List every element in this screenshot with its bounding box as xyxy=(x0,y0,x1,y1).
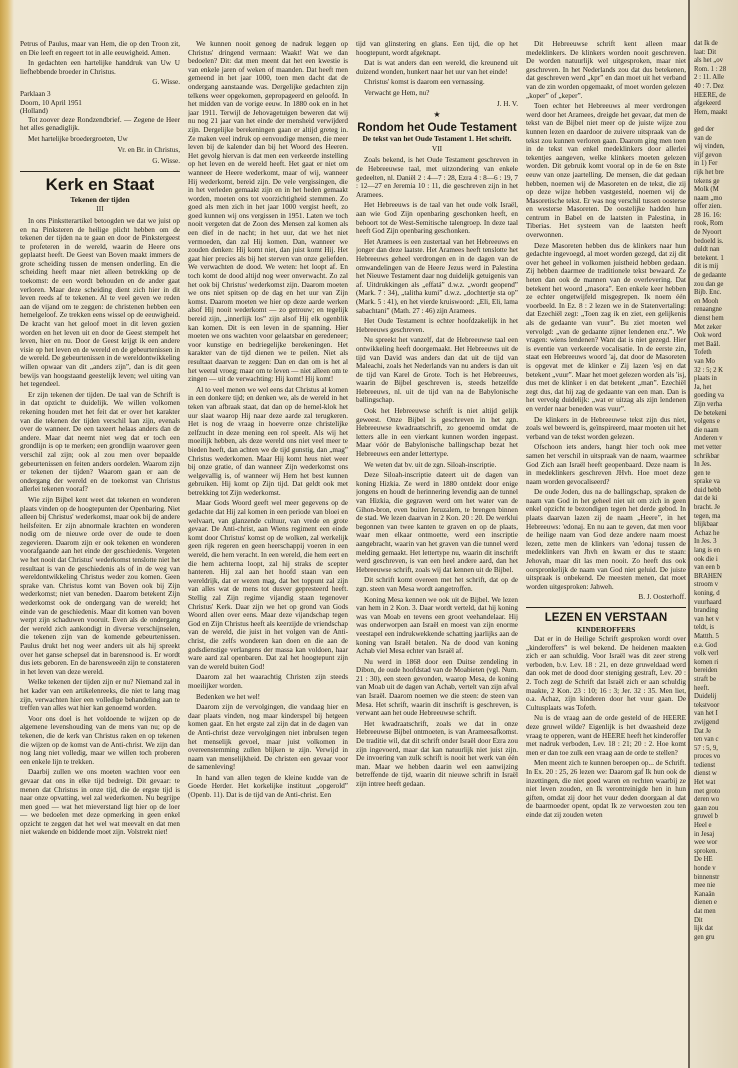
signature: G. Wisse. xyxy=(152,157,180,166)
article-paragraph: De klinkers in de Hebreeuwse tekst zijn dus niet, zoals wel beweerd is, geïnspireerd, maar moeten uit het verband van de tekst worden gelezen. xyxy=(526,415,686,441)
clipped-line: proces vo xyxy=(694,753,721,761)
clipped-line: Rom. 1 : 28 xyxy=(694,65,727,73)
clipped-line: in Jesaj xyxy=(694,830,715,838)
article-paragraph: Daarom zijn de vervolgingen, die vandaag hier en daar plaats vinden, nog maar kinderspel bij hetgeen komen gaat. En het ergste zal zijn dat in de dagen van de Anti-christ deze vervolgingen niet inbrulsen tegen het menselijk gevoel, maar juist volkomen in overeenstemming zullen blijken te zijn. Verwijd in naam van menselijkheid. De christen een gevaar voor de samenleving! xyxy=(188,703,348,772)
letter-paragraph: Tot zoover deze Rondzendbrief. — Zegene de Heer het alles genadiglijk. xyxy=(20,115,180,133)
article-paragraph: Welke tekenen der tijden zijn er nu? Niemand zal in het kader van een artikelenreeks, die niet te lang mag zijn, verwachten hier een volledige behandeling aan te treffen van alles wat hier kan genoemd worden. xyxy=(20,678,180,713)
clipped-line: 32 : 5; 2 K xyxy=(694,366,724,374)
article-paragraph: Daarbij zullen we ons moeten wachten voor een gevaar dat ons in elke tijd bedreigt. Dit gevaar: te menen dat Christus in onze tijd, die de ergste tijd is naar onze opvatting, wel zal wederkomen. Nu begrijpe men goed — wat het mieverstand ligt hier op de loer — we bedoelen met deze opmerking in geen enkel opzicht te zeggen dat het wel wat meevalt en dat men niet wakende en biddende moet zijn. Volstrekt niet! xyxy=(20,768,180,837)
clipped-line: van het v xyxy=(694,615,719,623)
clipped-line: tekens ge xyxy=(694,177,720,185)
clipped-line: wee wor xyxy=(694,839,718,847)
clipped-line: de Nyoort xyxy=(694,229,722,237)
article-paragraph: Dat er in de Heilige Schrift gesproken wordt over „kinderoffers” is wel bekend. De heidenen maakten zich er aan schuldig. Voor Israël was dit zeer streng verboden, b.v. Lev. 18 : 21, en deze gruweldaad werd dan ook met de dood door steniging gestraft, Lev. 20 : 2. Toch zegt de Schrift dat Israël zich er aan schuldig maakte, 2 Kon. 23 : 10; 16 : 3; Jer. 32 : 35. Men liet, o.a. Achaz, zijn kinderen door het vuur gaan. De Cultusplaats was Tofeth. xyxy=(526,635,686,712)
clipped-line: Tofeth xyxy=(694,349,712,357)
letter-date: Doorn, 10 April 1951 xyxy=(20,98,82,107)
article-paragraph: tijd van glinstering en glans. Een tijd, die op het hoogtepunt, wordt afgeknapt. xyxy=(356,40,518,57)
clipped-line: Ja, het xyxy=(694,383,712,391)
clipped-line: De HE xyxy=(694,856,713,864)
column-3 xyxy=(356,40,518,1040)
clipped-line: vijf gevon xyxy=(694,151,722,159)
intro-paragraph: In gedachten een hartelijke handdruk van Uw U liefhebbende broeder in Christus. xyxy=(20,59,180,76)
clipped-line: straft be xyxy=(694,675,717,683)
article-part-number: VII xyxy=(431,143,443,153)
signature: G. Wisse. xyxy=(152,78,180,87)
clipped-line: naam „mo xyxy=(694,194,723,202)
clipped-line: de gedaante xyxy=(694,272,727,280)
clipped-line: laat: Dit xyxy=(694,48,717,56)
clipped-line: komen ri xyxy=(694,658,719,666)
clipped-line: dat Ik de xyxy=(694,40,718,47)
article-paragraph: Toen echter het Hebreeuws al meer verdrongen werd door het Aramees, dreigde het gevaar, dat men de tekst van de Bijbel niet meer op de juiste wijze zou kunnen lezen en daardoor de zuivere uitspraak van de tekst zou kunnen verloren gaan. Daarom ging men toen in de tekst van enkel medeklinkers door allerlei tekentjes aangeven, welke klinkers moeten gelezen worden. Dit gebruik komt vooral op in de 6e en 8ste eeuw van onze jaartelling. De mensen, die dat gedaan hebben, noemen wij de Masoreten en de tekst, die zij op deze wijze hebben vastgesteld, noemen wij de Masoretische tekst. Er was nog verschil tussen oosterse en westerse Masoreten. De oostelijke hadden hun centrum in Babel en de laatsten in Palestina, in Tiberias. Het systeem van de laatsten heeft overwonnen. xyxy=(526,102,686,240)
signature: J. H. V. xyxy=(496,99,518,108)
article-title: Rondom het Oude Testament xyxy=(357,121,517,134)
divider xyxy=(20,171,180,172)
article-paragraph: Het kwadraatschrift, zoals we dat in onze Hebreeuwse Bijbel ontmoeten, is van Arameesafkomst. De traditie wil, dat dit schrift onder Israël door Ezra zou zijn ingevoerd, maar dat kan natuurlijk niet juist zijn. De invoering van zulk schrift is nooit het werk van één man. Maar we hebben daarin wel een aanwijzing betreffende de tijd, waarin dit nieuwe schrift in Israël zijn intree heeft gedaan. xyxy=(356,719,518,788)
column-1 xyxy=(20,40,180,1040)
article-paragraph: Al to veel menen we wel eens dat Christus al komen in een donkere tijd; en denken we, als de wereld in het teken van afbraak staat, dat dan op de hemel-klok het uur slaat waarop Hij naar deze aarde zal terugkeren. Het is nog de vraag in hoeverre onze christelijke zelfzucht in deze mening een rol speelt. Als wij het moeilijk hebben, als deze wereld ons niet veel meer te bieden heeft, dan achten we de tijd gunstig, dan „mag” Christus wederkomen. Maar Hij komt heus niet weer bij onze gratie, of dan wanneer Zijn wederkomst ons welgevallig is, of wanneer wij Hem het best kunnen gebruiken. Hij komt op Zijn tijd. Dat geldt ook met betrekking tot Zijn wederkomst. xyxy=(188,385,348,497)
clipped-line: bedoeld is. xyxy=(694,237,724,245)
article-part-number: III xyxy=(96,204,104,214)
clipped-line: als het „ov xyxy=(694,57,724,65)
article-paragraph: Er zijn tekenen der tijden. De taal van de Schrift is in dat opzicht te duidelijk. We willen volkomen rekening houden met het feit dat er over het karakter van die tekenen der tijden verschil kan zijn, evenals over de wanneer. De een taxeert helaas anders dan de andere. Maar dat neemt niet weg dat er toch een grondlijn is op te merken; een grondlijn waarover geen verschil zal zijn; ook al zou men over bepaalde gebeurtenissen en feiten anders oordelen. Waarom zijn er tekenen der tijden? Waarom gaan er aan de ondergang der wereld en de toekomst van Christus allerlei tekenen vooraf? xyxy=(20,390,180,494)
clipped-line: met vetter xyxy=(694,443,722,451)
clipped-line: Kanaän xyxy=(694,890,715,898)
clipped-line: schrikbar xyxy=(694,452,720,460)
clipped-line: van een b xyxy=(694,564,721,572)
clipped-line: dat men xyxy=(694,907,716,915)
article-paragraph: Daarom zal het waarachtig Christen zijn steeds moeilijker worden. xyxy=(188,673,348,690)
clipped-line: rijk het bre xyxy=(694,168,724,176)
letter-country: (Holland) xyxy=(20,107,48,116)
clipped-line: dienen e xyxy=(694,899,717,907)
clipped-line: dienst w xyxy=(694,770,717,778)
article-paragraph: Ofschoon iets anders, hangt hier toch ook mee samen het verschil in uitspraak van de naam, waarmee God Zich aan Israël heeft geopenbaard. Deze naam is in medeklinkers geschreven JHvh. Hoe moet deze naam worden gevocaliseerd? xyxy=(526,443,686,486)
clipped-line: tekstvoor xyxy=(694,701,720,709)
clipped-line: betekent. 1 xyxy=(694,254,724,262)
clipped-line: honde v xyxy=(694,865,716,872)
clipped-line: en Mooh xyxy=(694,297,719,305)
clipped-line: dat de ki xyxy=(694,495,718,503)
clipped-line: gaan zou xyxy=(694,804,719,812)
clipped-line: goeding va xyxy=(694,392,725,400)
article-paragraph: Bedenken we het wel! xyxy=(196,692,261,701)
clipped-line: van Mo xyxy=(694,357,715,365)
clipped-line: vuurhaard xyxy=(694,598,722,606)
clipped-line: ged der xyxy=(694,125,715,133)
column-4 xyxy=(526,40,686,1040)
clipped-line: gen te xyxy=(694,469,711,477)
clipped-line: Het wat xyxy=(694,779,716,787)
intro-paragraph: Petrus of Paulus, maar van Hem, die op den Troon zit, en Die leeft en regeert tot in alle eeuwigheid. Amen. xyxy=(20,40,180,57)
article-paragraph: Zoals bekend, is het Oude Testament geschreven in de Hebreeuwse taal, met uitzondering van enkele gedeelten, nl. Daniël 2 : 4—7 : 28, Ezra 4 : 8—6 : 19, 7 : 12—27 en Jeremia 10 : 11, die geschreven zijn in het Aramees. xyxy=(356,156,518,199)
clipped-line: zwijgend xyxy=(694,718,719,726)
article-paragraph: Nu werd in 1868 door een Duitse zendeling in Dibon, de oude hoofdstad van de Moabieten (vgl. Num. 21 : 30), een steen gevonden, waarop Mesa, de koning van Moab uit de dagen van Achab, vertelt van zijn afval van Israël. Daarom noemen we die steen: de steen van Mesa. Het schrift, waarin dit inschrift is geschreven, is verwant aan het oude Hebreeuwse schrift. xyxy=(356,657,518,718)
clipped-line: zou dan ge xyxy=(694,280,724,288)
clipped-line: bracht. Je xyxy=(694,504,721,512)
clipped-line: e.a. God xyxy=(694,641,717,649)
clipped-line: Zijn verha xyxy=(694,400,723,408)
clipped-line: duid bebb xyxy=(694,486,721,494)
article-paragraph: In hand van allen tegen de kleine kudde van de Goede Herder. Het korkelijke instituut „opgerold” (Openb. 11). Dat is de tijd van de Anti-christ. Een xyxy=(188,773,348,800)
article-paragraph: We kunnen nooit genoeg de nadruk leggen op Christus' dringend vermaan: Waakt! Wat we dan bedoelen? Dit: dat men meent dat het een kwestie is van enkele jaren of weken of maanden. Dat heeft men gemeend in het jaar 1000, toen men dacht dat de ondergang aanstaande was. Dergelijke gedachten zijn telkens weer opgekomen, gepropageerd en geloofd. In het midden van de vorige eeuw. In 1880 ook en in het jaar 1911. Terwijl de Jehovagetuigen beweren dat wij nu nog 21 jaar van het einde der mensheid verwijderd zijn. Dergelijke berekeningen gaan er altijd greteg in. Ze maken veel indruk op eenvoudige mensen, die meer leven bij de kalender dan bij het Woord des Heeren. Het gevolg hiervan is dat men een verkeerde instelling op het leven en de wereld heeft. Het gaat er niet om wanneer de Heere wederkomt, maar of wij, wanneer Hij wederkomt, bereid zijn. De vele vergissingen, die in het verleden gemaakt zijn en in het heden gemaakt worden, moeten ons tot voorzichtigheid stemmen. Zo goed als men zich in het jaar 1000 vergist heeft, zo goed kunnen wij ons vergissen in 1951. Laten we toch nooit vergeten dat de Zoon des Mensen zal komen als een dief in de nacht; in het uur, dat we het niet vermoeden, dan zal Hij komen. Dan, wanneer we zouden denken: Hij komt niet, dan juist komt Hij. Het gaat hier precies als bij het sterven van onze geliefden. We verwachten de dood. We weten: het loopt af. En toch komt de dood altijd nog weer onverwacht. Zo zal het ook bij Christus' wederkomst zijn. Daarom moeten we ons niet spitsen op de dag en het uur van Zijn komst. Daarom moeten we hier op deze aarde werken alsof Hij nooit wederkomt — zo getrouw; en tegelijk bereid zijn, „innerlijk los” zijn alsof Hij elk ogenblik kan komen. Dit is een leven in de spanning. Hier moeten we ons wachten voor gelaatsbar en geredeneer; voor kunstige en bedriegelijke berekeningen. Het karakter van de tijd dienen we te peilen. Niet als resultaat daarvan te zeggen: Dan en dan om is het al het weeral vroeg; maar om te leven — niet alleen om te zingen — uit de verwachting: Hij komt! Hij komt! xyxy=(188,40,348,384)
article-paragraph: Voor ons doel is het voldoende te wijzen op de algemene levenshouding van de mens van nu; op de tekenen, die de kerk van Christus raken en op tekenen die wijzen op de komst van de Anti-christ. We zijn dan nog lang niet volledig, maar we willen toch proberen een enkele lijn te trekken. xyxy=(20,714,180,766)
clipped-line: Dit xyxy=(694,916,703,924)
article-title: Kerk en Staat xyxy=(45,174,155,194)
binding-edge xyxy=(0,0,14,1068)
clipped-line: Hem, maakt xyxy=(694,108,728,116)
clipped-line: Molk (M xyxy=(694,186,719,194)
clipped-line: met Baäl. xyxy=(694,340,721,348)
article-title: LEZEN EN VERSTAAN xyxy=(544,612,668,624)
clipped-line: duldt nan xyxy=(694,246,720,254)
clipped-line: mee nie xyxy=(694,882,716,890)
clipped-line: De betekeni xyxy=(694,409,727,417)
article-paragraph: Het Aramees is een zustertaal van het Hebreeuws en jonger dan deze laatste. Het Aramees heeft tenslotte het Hebreeuws geheel verdrongen en in de dagen van de omwandelingen van de Heere Jezus werd in Palestina het Nieuwe Testament daar nog duidelijk getuigenis van af. Uitdrukkingen als „effatá” d.w.z. „wordt geopend” (Mark. 7 : 34), „talitha kumi” d.w.z. „dochtertje sta op” (Mark. 5 : 41), en het vierde kruiswoord: „Eli, Eli, lama sabachtani” (Math. 27 : 46) zijn Aramees. xyxy=(356,237,518,315)
article-paragraph: Christus' komst is daarom een vernassing. xyxy=(364,78,485,87)
clipped-line: bereiden xyxy=(694,667,718,675)
clipped-line: heeft. xyxy=(694,684,710,692)
article-subtitle: De tekst van het Oude Testament 1. Het schrift. xyxy=(362,134,512,144)
article-paragraph: Het Oude Testament is echter hoofdzakelijk in het Hebreeuws geschreven. xyxy=(356,317,518,334)
clipped-line: rook, Rom xyxy=(694,220,724,228)
article-paragraph: We weten dat bv. uit de zgn. Siloah-inscriptie. xyxy=(364,460,497,469)
column-5-clipped xyxy=(694,40,738,1040)
clipped-line: afgekeerd xyxy=(694,100,721,108)
clipped-line: 40 : 7. Dez xyxy=(694,82,724,90)
clipped-line: 57 : 5, 9, xyxy=(694,744,718,752)
clipped-line: sprake va xyxy=(694,478,720,486)
clipped-line: lijk dat xyxy=(694,925,714,933)
clipped-line: plaats in xyxy=(694,375,717,383)
clipped-line: In Jes. xyxy=(694,461,712,469)
star-ornament-icon: ★ xyxy=(433,110,441,120)
clipped-line: Mattth. 5 xyxy=(694,632,719,640)
clipped-line: blijkbaar xyxy=(694,521,719,529)
clipped-line: lang is en xyxy=(694,547,721,555)
clipped-line: tedienst xyxy=(694,761,716,769)
article-paragraph: Deze Masoreten hebben dus de klinkers naar hun gedachte ingevoegd, al moet worden gezegd, dat zij dit over het geheel in volkomen juistheid hebben gedaan. Zij hebben daarmee de traditionele tekst bewaard. Ze heten dan ook de mannen van de overlevering. Dat betekent het woord „masora”. Een enkele keer hebben ze echter ongetwijfeld misgegrepen. Ik noem één voorbeeld. In Ez. 8 : 2 lezen we in de Statenvertaling: dat Ezechiël zegt: „Toen zag ik en ziet, een gelijkenis als de gedaante van vuur”. Bu ziet moeten wel vervolgd: „van de gedaante zijner lendenen enz.”. We vragen: wiens lendenen? Want dat is niet gezegd. Hier is eventie van verkeerde vocalisatie. In de eerste zin, staat een Hebreeuws woord 'aj, dat door de Masoreten is opgevat met de klinker e Zij lazen 'esj en dat betekent „vuur”. Maar het moet gelezen worden als 'isj, dus met de klinker i en dat betekent „man”. Ezechiël zegt dus, dat hij zag de gedaante van een man. Dan is het vervolg duidelijk: „wat er uitzag als zijn lendenen en verder naar beneden was vuur”. xyxy=(526,241,686,413)
clipped-line: wij vinden, xyxy=(694,143,725,151)
article-paragraph: Nu is de vraag aan de orde gesteld of de HEERE deze gruwel wilde? Eigenlijk is het dwaasheid deze vraag te opperen, want de HEERE heeft het kinderoffer met nadruk verboden, Lev. 18 : 21; 20 : 2. Hoe komt men er dan toe zulk een vraag aan de orde te stellen? xyxy=(526,714,686,757)
article-paragraph: Dit Hebreeuwse schrift kent alleen maar medeklinkers. De klinkers worden nooit geschreven. De worden natuurlijk wel uitgesproken, maar niet geschreven. In het Nederlands zou dat dus betekenen, dat geschreven werd „kpr” en dan moet uit het verband van de zin worden opgemaakt, of moet worden gelezen „koper” of „keper”. xyxy=(526,40,686,100)
clipped-line: dit is mij xyxy=(694,263,719,271)
article-paragraph: Ook het Hebreeuwse schrift is niet altijd gelijk geweest. Onze Bijbel is geschreven in het zgn. Hebreeuwse kwadraatschrift, zo genoemd omdat de letters alle in een vierkant kunnen worden ingepast. Maar vóór de Babylonische ballingschap bezat het Hebreeuws een ander lettertype. xyxy=(356,407,518,459)
clipped-line: van het I xyxy=(694,710,718,718)
article-subtitle: Tekenen der tijden xyxy=(70,194,130,204)
clipped-line: offer zien. xyxy=(694,203,722,211)
clipped-line: in 1) Fer xyxy=(694,160,718,168)
clipped-line xyxy=(694,117,738,126)
clipped-line: gen gru xyxy=(694,933,715,941)
article-paragraph: Deze Siloah-inscriptie dateert uit de dagen van koning Hizkia. Ze werd in 1880 ontdekt door enige jongens en houdt de herinnering levendig aan de tunnel van Hizkia, die gegraven werd om het water van de Gihon-bron, even buiten Jeruzalem, te brengen binnen de stad. We lezen daarvan in 2 Kon. 20 : 20. De werklui begonnen van twee kanten te graven en op de plaats, waar men elkaar ontmoette, werd een inscriptie aangebracht, waarin van het graven van die tunnel werd melding gemaakt. Het lettertype nu, waarin dit inschrift werd geschreven, is van een heel andere aard, dan het Hebreeuwse schrift, zoals wij dat kennen uit de Bijbel. xyxy=(356,471,518,574)
clipped-line: ook die i xyxy=(694,555,718,563)
clipped-line: HEERE, de xyxy=(694,91,726,99)
divider xyxy=(526,607,686,608)
article-paragraph: De oude Joden, dus na de ballingschap, spraken de naam van God in het geheel niet uit om zich in geen enkel opzicht te bezondigen tegen het derde gebod. In plaats daarvan lazen zij de naam „Heere”, in het Hebreeuws: 'edonaj. En nu aan te geven, dat men voor de heilige naam van God deze andere naam moest lezen, zette men de klinkers van 'edonaj tussen de medeklinkers van Jhvh en kwam er dus te staan: Jehovah, maar dit las men nooit. Zo heeft dus ook oorspronkelijk de naam van God niet geluid. De juiste uitspraak is onbekend. De meesten menen, dat moet worden uitgesproken: Jahweh. xyxy=(526,488,686,591)
clipped-line: met groto xyxy=(694,787,721,795)
clipped-line: ten van c xyxy=(694,736,719,744)
clipped-line: Duidelij xyxy=(694,693,717,701)
clipped-line: deren wo xyxy=(694,796,720,804)
clipped-line: volk verl xyxy=(694,650,719,658)
article-paragraph: In ons Pinkstterartikel betoogden we dat we juist op en na Pinksteren de heilige plicht hebben om de tekenen der tijden na te gaan en door de Pinkstergeest te profeteren in de wereld, waarin de Heere ons geplaatst heeft. De Geest van Boven maakt immers de grote scheiding tussen de mensen onderling. En die scheiding heeft maar niet alleen betrekking op de toekomst: de een wordt behouden en de ander gaat verloren. Maar deze scheiding dient zich hier in dit leven reeds af te tekenen. Al te veel geven we reden aan de vijand om te zeggen: de christenen hebben een hemelgeloof. Ze trekken eens wissel op de eeuwigheid. De kracht van het geloof moet in dit leven gezien worden en het leven uit en door de Geest stempelt het leven, hier en nu. Door de Geest krijgt ik een andere visie op het leven en de wereld en de gebeurtenissen in de wereld. De gebeurtenissen in de wereldontwikkeling willen opwaar van dit „anders zijn”, dan is dit geen bewijs van hoogstaand geestelijk leven; wel uiting van het tegendeel. xyxy=(20,216,180,389)
clipped-line: renaangne xyxy=(694,306,722,314)
clipped-line: Bijb. Enc. xyxy=(694,289,722,297)
clipped-line: stroom v xyxy=(694,581,718,589)
article-paragraph: Het Hebreeuws is de taal van het oude volk Israël, aan wie God Zijn openbaring geschonken heeft, en behoort tot de West-Semitische talengroep. In deze taal heeft God Zijn openbaring geschonken. xyxy=(356,201,518,236)
article-paragraph: Dit schrift komt overeen met het schrift, dat op de zgn. steen van Mesa wordt aangetroffen. xyxy=(356,576,518,593)
clipped-line: koning, d xyxy=(694,590,720,597)
letter-paragraph: Met hartelijke broedergroeten, Uw xyxy=(28,134,128,143)
clipped-line: 28 16. 16: xyxy=(694,211,722,219)
signature: Vr. en Br. in Christus, xyxy=(117,145,180,154)
clipped-line: In Jes. 3 xyxy=(694,538,717,546)
column-2 xyxy=(188,40,348,1040)
article-paragraph: Dat is wat anders dan een wereld, die kreunend uit duizend wonden, hunkert naar het uur van het einde! xyxy=(356,59,518,76)
clipped-line: branding xyxy=(694,607,719,615)
letter-place: Parklaan 3 xyxy=(20,89,51,98)
clipped-line: dienst hem xyxy=(694,315,724,322)
clipped-line: volgens e xyxy=(694,418,720,426)
article-subtitle: KINDEROFFERS xyxy=(576,624,636,634)
clipped-line: teldt, is xyxy=(694,624,715,632)
clipped-line: tegen, ma xyxy=(694,512,721,520)
clipped-line: Anderen v xyxy=(694,435,723,443)
clipped-line: gruwel b xyxy=(694,813,718,821)
clipped-line: BRAHEN xyxy=(694,572,722,580)
clipped-line: 2 : 11. Alle xyxy=(694,74,724,82)
article-paragraph: Wie zijn Bijbel kent weet dat tekenen en wonderen plaats vinden op de hoogtepunten der Openbaring. Niet alleen bij Christus' wederkomst, maar ook bij de andere heilsfeiten. Er zijn abnormale krachten en wonderen nodig om de nieuwe orde over de oude te doen zegevieren. Daarom zijn er ook tekenen en wonderen voorafgaande aan het einde der geschiedenis. Vergeten we het nooit dat Christus' wederkomst tenslotte niet het resultaat is van de geschiedenis als of in de weg van wereldontwikkeling Christus weder zou komen. Geen sprake van. Christus komt van Boven ook bij Zijn wederkomst; niet van beneden. Daarom betekent Zijn wederkomst ook de ondergang van de wereld; het einde van de geschiedenis. Maar dit komen van boven werpt zijn schaduwen vooruit. Even als de ondergang der wereld zich aankondigt in diverse verschijnselen, die tekenen zijn van de komende gebeurtenissen. Paulus drukt het nog weer anders uit als hij spreekt over het ganse schepsel dat in barensnood is. Er wordt dus iets geboren. En de barensweeën zijn te constateren in het leven van deze wereld. xyxy=(20,495,180,676)
clipped-line: binnenstr xyxy=(694,873,720,881)
article-paragraph: Verwacht ge Hem, nu? xyxy=(364,88,430,97)
signature: B. J. Oosterhoff. xyxy=(638,593,686,602)
article-paragraph: Nu spreekt het vanzelf, dat de Hebreeuwse taal een ontwikkeling heeft doorgemaakt. Het Hebreeuws uit de tijd van David was anders dan dat uit de tijd van Maleachi, zoals het Nederlands van nu anders is dan uit de tijd van Karel de Grote. Toch is het Hebreeuws, waarin de Bijbel geschreven is, steeds hetzelfde Hebreeuws, nl. uit de tijd van na de Babylonische ballingschap. xyxy=(356,336,518,405)
clipped-line: Dat Je xyxy=(694,727,712,735)
clipped-line: Met zeker xyxy=(694,323,722,331)
clipped-line: Heel e xyxy=(694,822,712,830)
clipped-line: Ook word xyxy=(694,332,722,340)
article-paragraph: Koning Mesa kennen we ook uit de Bijbel. We lezen van hem in 2 Kon. 3. Daar wordt verteld, dat hij koning was van Moab en tevens een groot veehandelaar. Hij was onderworpen aan Israël en moest van zijn enorme veestapel een indrukwekkende schatting jaarlijks aan de koning van Israël betalen. Na de dood van koning Achab viel Mesa echter van Israël af. xyxy=(356,595,518,656)
article-paragraph: Maar Gods Woord geeft wel meer gegevens op de gedachte dat Hij zal komen in een periode van bloei en welvaart, van glanzende cultuur, van vrede en grote gevaar. De Anti-christ, aan Wiens regiment een einde komt door Christus' komst op de wolken, zal werkelijk geen rijk regeren en geen heerschappij voeren in een wereld, die hem veracht. In een wereld, die hem eert en die hem achterna loopt, zal hij straks de scepter hanteren. Hij zal aan het hoofd staan van een wereldrijk, dat er wezen mag, dat het toppunt zal zijn van alles wat de mens tot dusver gepresteerd heeft. Stellig zal Zijn regime vijandig staan tegenover Christus' Kerk. Daar zijn we het op grond van Gods Woord allen over eens. Maar deze vijandschap tegen God en Zijn Christus heeft als keerzijde de vriendschap van de wereld, die juist in het volgen van de Anti-christ, die zelfs wonderen kan doen en die aan de godsdienstige verlangens der massa kan voldoen, haar ware aard zal openbaren. Dat zal het hoogtepunt zijn van de wereld buiten God! xyxy=(188,499,348,671)
clipped-line: van de xyxy=(694,134,712,142)
article-paragraph: Men meent zich te kunnen beroepen op... de Schrift. In Ex. 20 : 25, 26 lezen we: Daarom gaf Ik hun ook de inzettingen, die niet goed waren en rechten waarbij ze niet leven zouden, en Ik verontreinigde hen in hun giften, omdat zij door het vuur deden doorgaan al dat de baarmoeder opent, opdat Ik ze verwoesten zou ten einde dat zij zouden weten xyxy=(526,759,686,819)
clipped-line: sproken. xyxy=(694,847,718,855)
clipped-line: die naam xyxy=(694,426,719,434)
clipped-line: Achaz he xyxy=(694,529,720,537)
